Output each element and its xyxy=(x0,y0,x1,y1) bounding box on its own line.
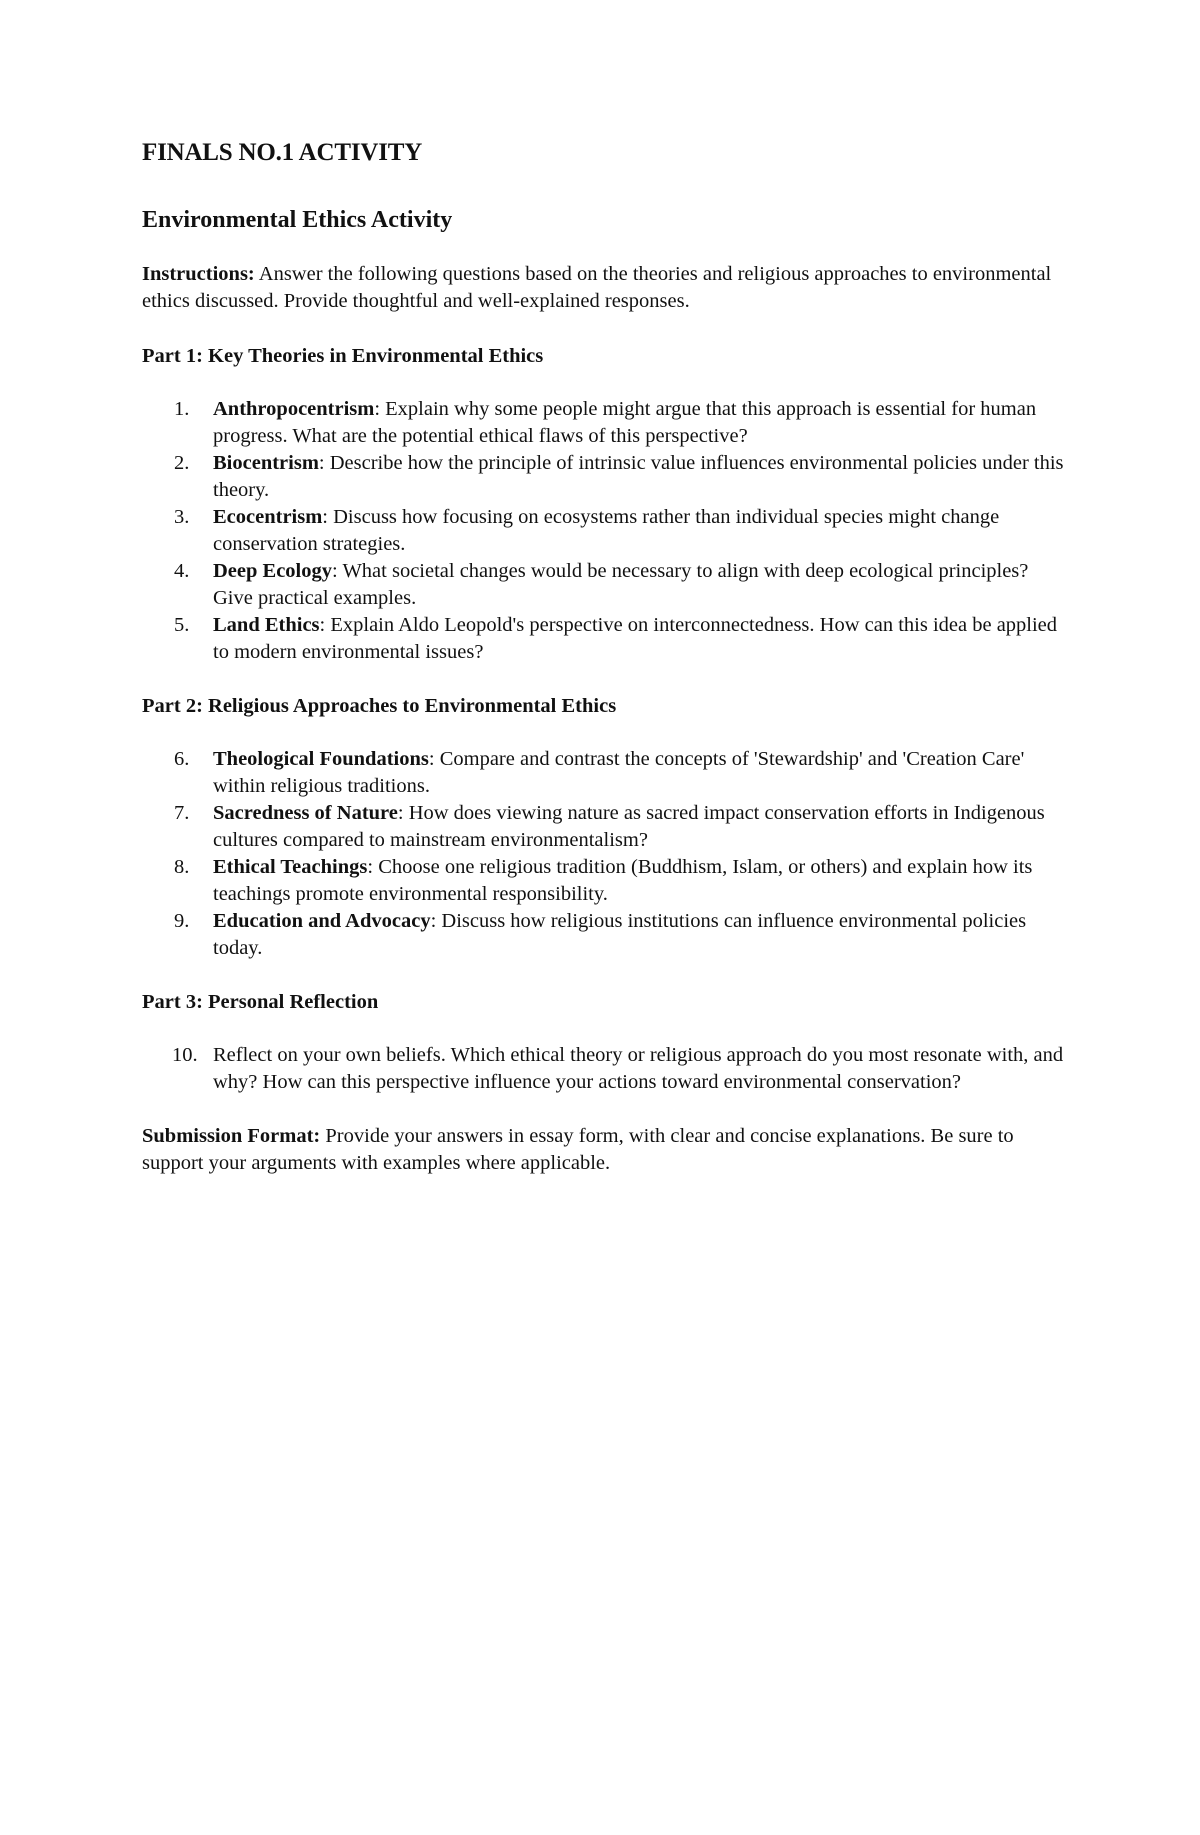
instructions-text: Answer the following questions based on the theories and religious approaches to environmental ethics discussed. Provide thoughtful and well-explained responses. xyxy=(142,262,1052,312)
question-text: Reflect on your own beliefs. Which ethical theory or religious approach do you most resonate with, and why? How can this perspective influence your actions toward environmental conservation? xyxy=(213,1043,1064,1093)
instructions-paragraph xyxy=(142,261,1072,315)
question-number: 7. xyxy=(174,801,190,824)
question-term: Sacredness of Nature xyxy=(213,801,398,824)
question-item xyxy=(142,450,1072,504)
question-text: : How does viewing nature as sacred impact conservation efforts in Indigenous cultures compared to mainstream environmentalism? xyxy=(213,801,1045,851)
question-text: : Discuss how religious institutions can influence environmental policies today. xyxy=(213,909,1027,959)
question-number: 10. xyxy=(172,1043,198,1066)
submission-text: Provide your answers in essay form, with clear and concise explanations. Be sure to support your arguments with examples where applicable. xyxy=(142,1124,1014,1174)
question-item xyxy=(142,854,1072,908)
question-number: 8. xyxy=(174,855,190,878)
submission-label: Submission Format: xyxy=(142,1124,321,1147)
question-term: Ecocentrism xyxy=(213,505,323,528)
question-text: : Describe how the principle of intrinsic value influences environmental policies under this theory. xyxy=(213,451,1064,501)
question-item xyxy=(142,800,1072,854)
document-title: FINALS NO.1 ACTIVITY xyxy=(142,139,423,166)
part-3-heading: Part 3: Personal Reflection xyxy=(142,990,379,1013)
question-number: 1. xyxy=(174,397,190,420)
document-subtitle: Environmental Ethics Activity xyxy=(142,207,453,233)
question-item xyxy=(142,396,1072,450)
question-item xyxy=(142,558,1072,612)
question-text: : What societal changes would be necessary to align with deep ecological principles? Give practical examples. xyxy=(213,559,1029,609)
question-text: : Choose one religious tradition (Buddhism, Islam, or others) and explain how its teachings promote environmental responsibility. xyxy=(213,855,1033,905)
question-term: Deep Ecology xyxy=(213,559,332,582)
question-number: 3. xyxy=(174,505,190,528)
part-2-heading: Part 2: Religious Approaches to Environmental Ethics xyxy=(142,694,617,717)
question-number: 5. xyxy=(174,613,190,636)
question-item xyxy=(142,908,1072,962)
part-2-question-list xyxy=(142,746,1072,962)
question-term: Ethical Teachings xyxy=(213,855,368,878)
question-item xyxy=(142,504,1072,558)
question-term: Land Ethics xyxy=(213,613,320,636)
question-item xyxy=(142,612,1072,666)
part-1-heading: Part 1: Key Theories in Environmental Ethics xyxy=(142,344,544,367)
question-number: 6. xyxy=(174,747,190,770)
question-item xyxy=(142,746,1072,800)
part-2-section xyxy=(142,693,1072,962)
question-item xyxy=(142,1042,1072,1096)
question-text: : Compare and contrast the concepts of 'Stewardship' and 'Creation Care' within religious traditions. xyxy=(213,747,1025,797)
part-1-question-list xyxy=(142,396,1072,666)
document-page xyxy=(142,138,1072,1205)
submission-paragraph xyxy=(142,1123,1072,1177)
question-text: : Explain why some people might argue that this approach is essential for human progress. What are the potential ethical flaws of this perspective? xyxy=(213,397,1037,447)
question-text: : Discuss how focusing on ecosystems rather than individual species might change conservation strategies. xyxy=(213,505,1000,555)
question-text: : Explain Aldo Leopold's perspective on interconnectedness. How can this idea be applied to modern environmental issues? xyxy=(213,613,1058,663)
question-number: 2. xyxy=(174,451,190,474)
part-3-section xyxy=(142,989,1072,1096)
part-1-section xyxy=(142,343,1072,666)
question-number: 9. xyxy=(174,909,190,932)
question-term: Biocentrism xyxy=(213,451,319,474)
question-term: Theological Foundations xyxy=(213,747,429,770)
question-term: Anthropocentrism xyxy=(213,397,375,420)
instructions-label: Instructions: xyxy=(142,262,255,285)
part-3-question-list xyxy=(142,1042,1072,1096)
question-term: Education and Advocacy xyxy=(213,909,431,932)
question-number: 4. xyxy=(174,559,190,582)
